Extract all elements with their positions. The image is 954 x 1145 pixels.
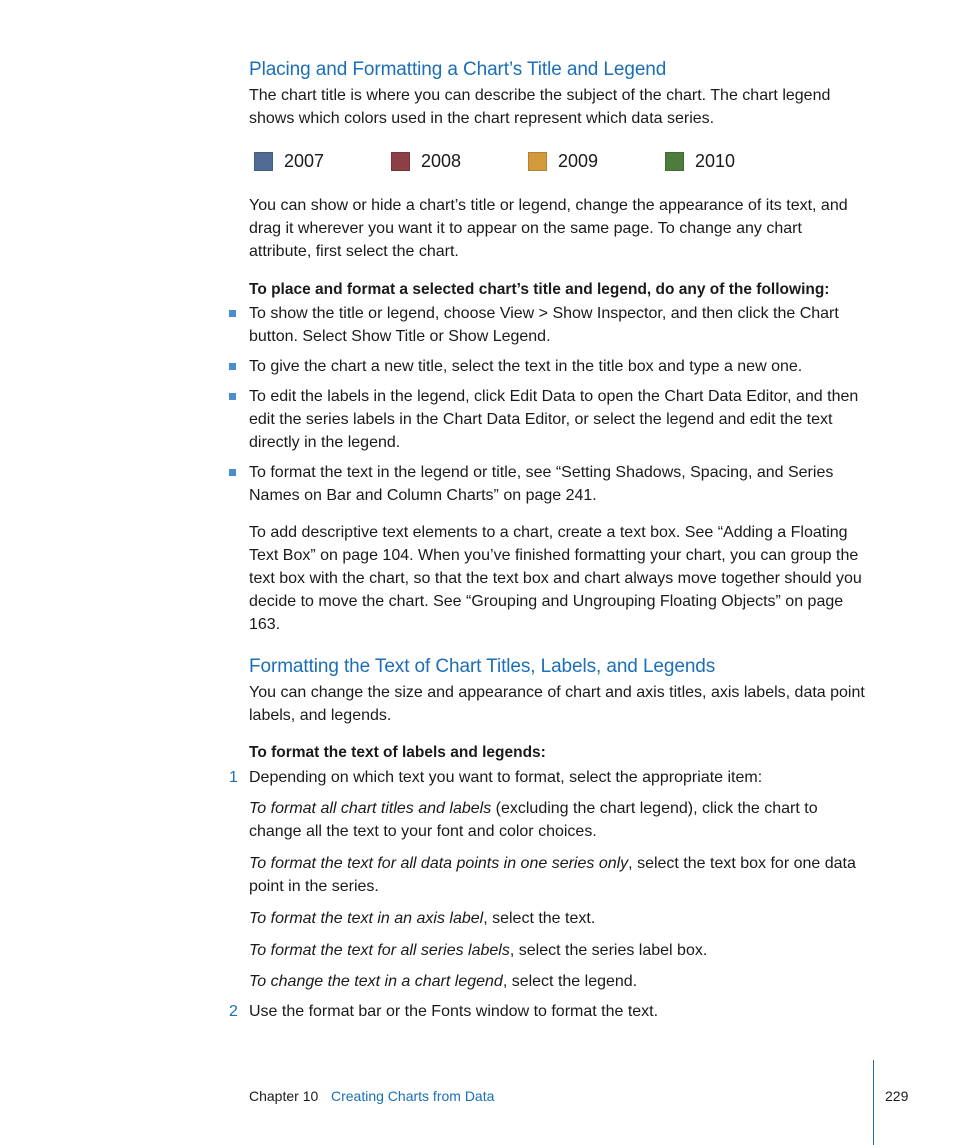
option-item xyxy=(249,970,874,993)
footer-chapter-title: Creating Charts from Data xyxy=(331,1088,495,1104)
legend-label: 2010 xyxy=(695,151,736,171)
bullet-item: To show the title or legend, choose View > Show Inspector, and then click the Chart button. Select Show Title or Show Legend. xyxy=(249,305,839,345)
option-action: , select the text box for one data point in the series. xyxy=(249,855,856,895)
option-action: (excluding the chart legend), click the chart to change all the text to your font and color choices. xyxy=(249,800,818,840)
legend-swatch xyxy=(391,152,410,171)
body-paragraph: To add descriptive text elements to a chart, create a text box. See “Adding a Floating Text Box” on page 104. When you’ve finished formatting your chart, you can group the text box with the chart, so that the text box and chart always move together should you decide to move the chart. See “Grouping and Ungrouping Floating Objects” on page 163. xyxy=(249,524,862,633)
legend-label: 2009 xyxy=(558,151,599,171)
legend-label: 2008 xyxy=(421,151,462,171)
bullet-icon xyxy=(229,310,236,317)
option-action: , select the legend. xyxy=(502,973,638,990)
bullet-item: To give the chart a new title, select the text in the title box and type a new one. xyxy=(249,358,803,375)
option-condition: To format the text for all data points in one series only xyxy=(249,855,629,872)
bullet-icon xyxy=(229,363,236,370)
option-condition: To format all chart titles and labels xyxy=(249,800,492,817)
intro-paragraph: The chart title is where you can describe the subject of the chart. The chart legend shows which colors used in the chart represent which data series. xyxy=(249,87,831,127)
footer-chapter-label: Chapter 10 xyxy=(249,1088,319,1104)
legend-swatch xyxy=(665,152,684,171)
option-item xyxy=(249,852,874,898)
bullet-icon xyxy=(229,469,236,476)
body-paragraph: You can show or hide a chart’s title or legend, change the appearance of its text, and drag it wherever you want it to appear on the same page. To change any chart attribute, first select the chart. xyxy=(249,197,848,260)
section-heading-title-legend: Placing and Formatting a Chart’s Title and Legend xyxy=(249,59,667,80)
legend-swatch xyxy=(528,152,547,171)
step-number: 1 xyxy=(229,769,238,786)
option-action: , select the series label box. xyxy=(509,942,708,959)
option-item xyxy=(249,939,874,962)
task-heading: To format the text of labels and legends: xyxy=(249,744,546,761)
option-item xyxy=(249,797,839,843)
intro-paragraph: You can change the size and appearance of chart and axis titles, axis labels, data point labels, and legends. xyxy=(249,684,865,724)
bullet-item: To edit the labels in the legend, click Edit Data to open the Chart Data Editor, and then edit the series labels in the Chart Data Editor, or select the legend and edit the text directly in the legend. xyxy=(249,388,859,451)
page-number: 229 xyxy=(885,1088,909,1104)
step-number: 2 xyxy=(229,1003,238,1020)
bullet-icon xyxy=(229,393,236,400)
option-condition: To change the text in a chart legend xyxy=(249,973,503,990)
option-condition: To format the text for all series labels xyxy=(249,942,510,959)
legend-label: 2007 xyxy=(284,151,325,171)
option-item xyxy=(249,907,874,930)
legend-swatch xyxy=(254,152,273,171)
step-text: Use the format bar or the Fonts window to format the text. xyxy=(249,1003,659,1020)
bullet-item: To format the text in the legend or title, see “Setting Shadows, Spacing, and Series Names on Bar and Column Charts” on page 241. xyxy=(249,464,834,504)
footer-divider xyxy=(873,1060,874,1145)
step-text: Depending on which text you want to format, select the appropriate item: xyxy=(249,769,763,786)
option-condition: To format the text in an axis label xyxy=(249,910,484,927)
option-action: , select the text. xyxy=(483,910,596,927)
task-heading: To place and format a selected chart’s title and legend, do any of the following: xyxy=(249,281,830,298)
section-heading-format-text: Formatting the Text of Chart Titles, Labels, and Legends xyxy=(249,656,716,677)
